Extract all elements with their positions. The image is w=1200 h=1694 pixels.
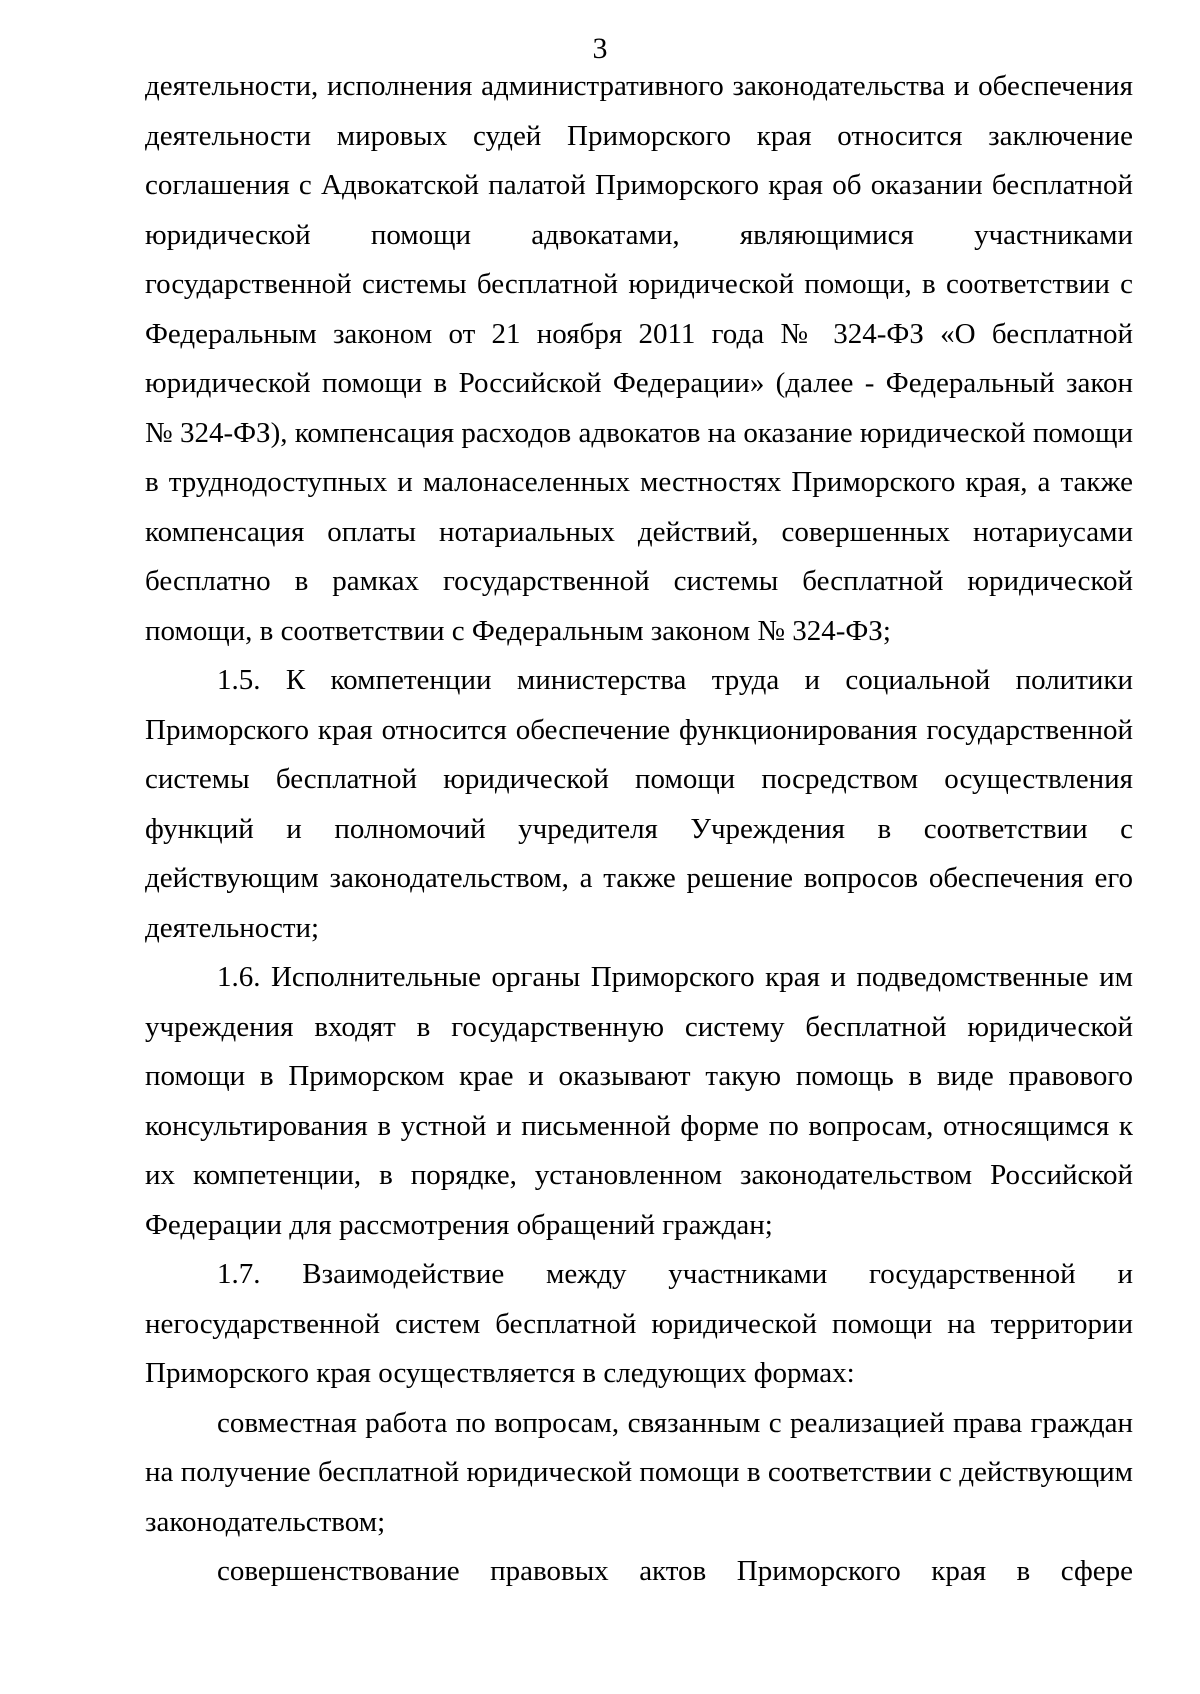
paragraph-joint-work: совместная работа по вопросам, связанным с реализацией права граждан на получение бесплатной юридической помощи в соответствии с действующим законодательством; [145,1406,1133,1538]
page-number: 3 [592,32,608,65]
document-body [145,62,1133,1597]
paragraph-1-7: 1.7. Взаимодействие между участниками государственной и негосударственной систем бесплатной юридической помощи на территории Приморского края осуществляется в следующих формах: [145,1258,1133,1389]
paragraph-improvement: совершенствование правовых актов Приморского края в сфере [217,1555,1133,1587]
paragraph-continuation: деятельности, исполнения административного законодательства и обеспечения деятельности мировых судей Приморского края относится заключение соглашения с Адвокатской палатой Приморского края об оказании бесплатной юридической помощи адвокатами, являющимися участниками государственной системы бесплатной юридической помощи, в соответствии с Федеральным законом от 21 ноября 2011 года № 324-ФЗ «О бесплатной юридической помощи в Российской Федерации» (далее - Федеральный закон № 324-ФЗ), компенсация расходов адвокатов на оказание юридической помощи в труднодоступных и малонаселенных местностях Приморского края, а также компенсация оплаты нотариальных действий, совершенных нотариусами бесплатно в рамках государственной системы бесплатной юридической помощи, в соответствии с Федеральным законом № 324-ФЗ; [145,70,1133,647]
paragraph-1-5: 1.5. К компетенции министерства труда и социальной политики Приморского края относится обеспечение функционирования государственной системы бесплатной юридической помощи посредством осуществления функций и полномочий учредителя Учреждения в соответствии с действующим законодательством, а также решение вопросов обеспечения его деятельности; [145,664,1133,944]
paragraph-1-6: 1.6. Исполнительные органы Приморского края и подведомственные им учреждения входят в государственную систему бесплатной юридической помощи в Приморском крае и оказывают такую помощь в виде правового консультирования в устной и письменной форме по вопросам, относящимся к их компетенции, в порядке, установленном законодательством Российской Федерации для рассмотрения обращений граждан; [145,961,1133,1241]
